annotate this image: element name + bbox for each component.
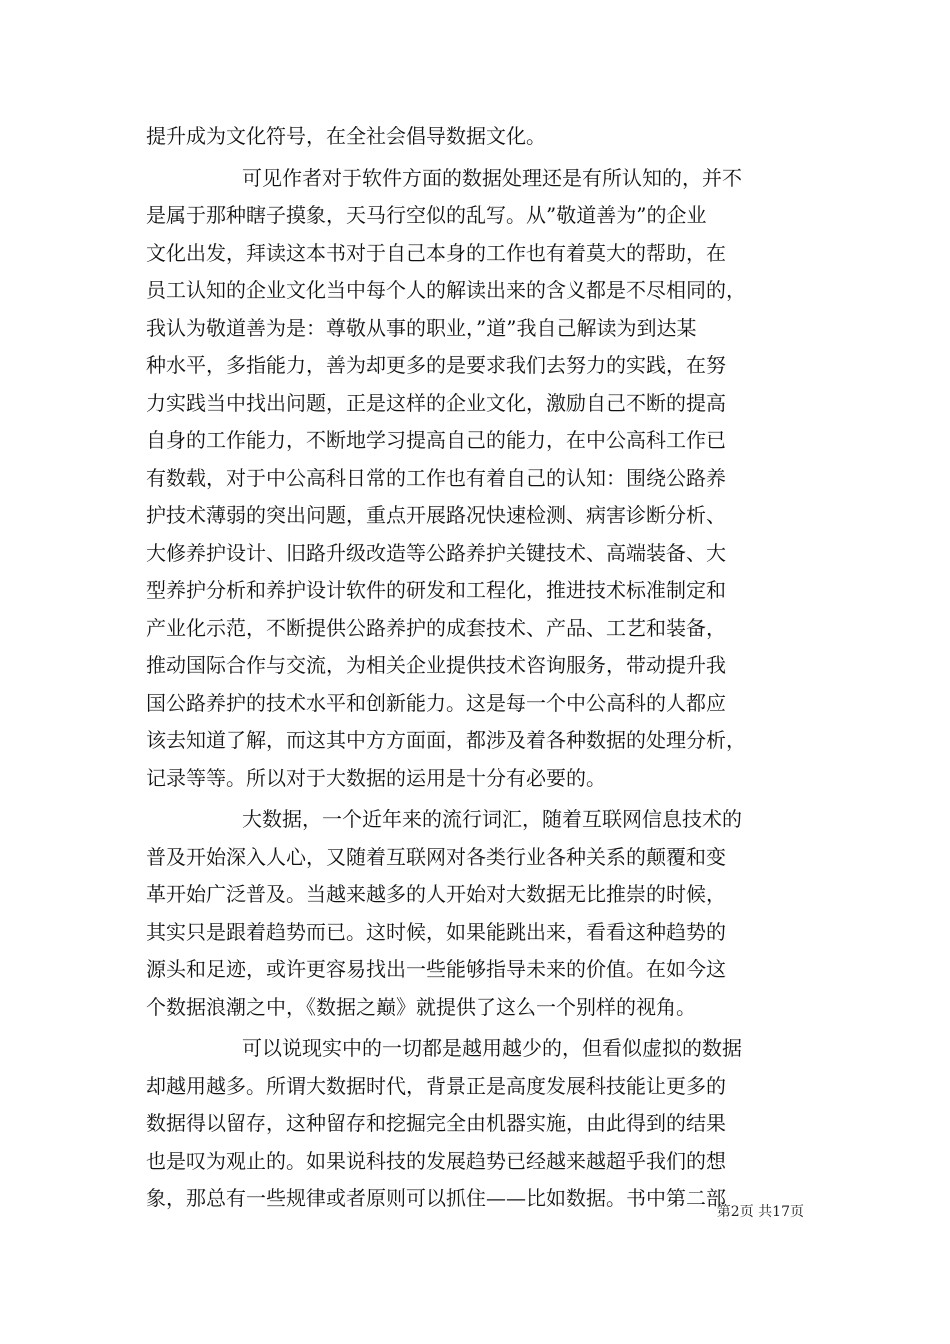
text-line: 个数据浪潮之中，《数据之巅》就提供了这么一个别样的视角。 [146,994,696,1019]
text-line: 有数载，对于中公高科日常的工作也有着自己的认知：围绕公路养 [146,465,726,490]
text-line: 可见作者对于软件方面的数据处理还是有所认知的，并不 [242,165,742,190]
page-footer [717,1202,804,1222]
text-line: 种水平，多指能力，善为却更多的是要求我们去努力的实践，在努 [146,353,726,377]
text-line: 源头和足迹，或许更容易找出一些能够指导未来的价值。在如今这 [146,957,726,981]
paragraph [146,1030,806,1218]
text-line: 提升成为文化符号，在全社会倡导数据文化。 [146,124,546,148]
footer-middle: 页 共 [739,1204,773,1220]
text-line: 是属于那种瞎子摸象，天马行空似的乱写。从”敬道善为”的企业 [146,203,707,227]
paragraph [146,160,806,798]
text-line: 革开始广泛普及。当越来越多的人开始对大数据无比推崇的时候， [146,882,726,906]
text-line: 该去知道了解，而这其中方方面面，都涉及着各种数据的处理分析， [146,728,746,752]
text-line: 大修养护设计、旧路升级改造等公路养护关键技术、高端装备、大 [146,540,726,565]
text-line: 型养护分析和养护设计软件的研发和工程化，推进技术标准制定和 [146,578,726,602]
text-line: 可以说现实中的一切都是越用越少的，但看似虚拟的数据 [242,1036,742,1060]
paragraph [146,118,806,156]
text-line: 产业化示范，不断提供公路养护的成套技术、产品、工艺和装备， [146,615,726,640]
document-body [146,118,806,1218]
text-line: 却越用越多。所谓大数据时代，背景正是高度发展科技能让更多的 [146,1073,726,1098]
text-line: 国公路养护的技术水平和创新能力。这是每一个中公高科的人都应 [146,690,726,715]
text-line: 文化出发，拜读这本书对于自己本身的工作也有着莫大的帮助，在 [146,240,726,265]
text-line: 记录等等。所以对于大数据的运用是十分有必要的。 [146,765,606,790]
text-line: 也是叹为观止的。如果说科技的发展趋势已经越来越超乎我们的想 [146,1148,726,1173]
footer-page-number: 2 [730,1204,740,1220]
text-line: 普及开始深入人心，又随着互联网对各类行业各种关系的颠覆和变 [146,844,726,869]
text-line: 象，那总有一些规律或者原则可以抓住——比如数据。书中第二部 [146,1186,726,1210]
text-line: 数据得以留存，这种留存和挖掘完全由机器实施，由此得到的结果 [146,1111,726,1135]
text-line: 大数据，一个近年来的流行词汇，随着互联网信息技术的 [242,807,742,831]
text-line: 我认为敬道善为是：尊敬从事的职业，”道”我自己解读为到达某 [146,315,697,340]
text-line: 力实践当中找出问题，正是这样的企业文化，激励自己不断的提高 [146,390,726,415]
footer-total-pages: 17 [772,1204,790,1220]
text-line: 员工认知的企业文化当中每个人的解读出来的含义都是不尽相同的， [146,278,746,302]
text-line: 自身的工作能力，不断地学习提高自己的能力，在中公高科工作已 [146,428,726,452]
footer-prefix: 第 [716,1204,731,1220]
text-line: 护技术薄弱的突出问题，重点开展路况快速检测、病害诊断分析、 [146,503,726,527]
footer-suffix: 页 [790,1204,804,1220]
text-line: 推动国际合作与交流，为相关企业提供技术咨询服务，带动提升我 [146,653,726,677]
paragraph [146,801,806,1026]
text-line: 其实只是跟着趋势而已。这时候，如果能跳出来，看看这种趋势的 [146,919,726,944]
